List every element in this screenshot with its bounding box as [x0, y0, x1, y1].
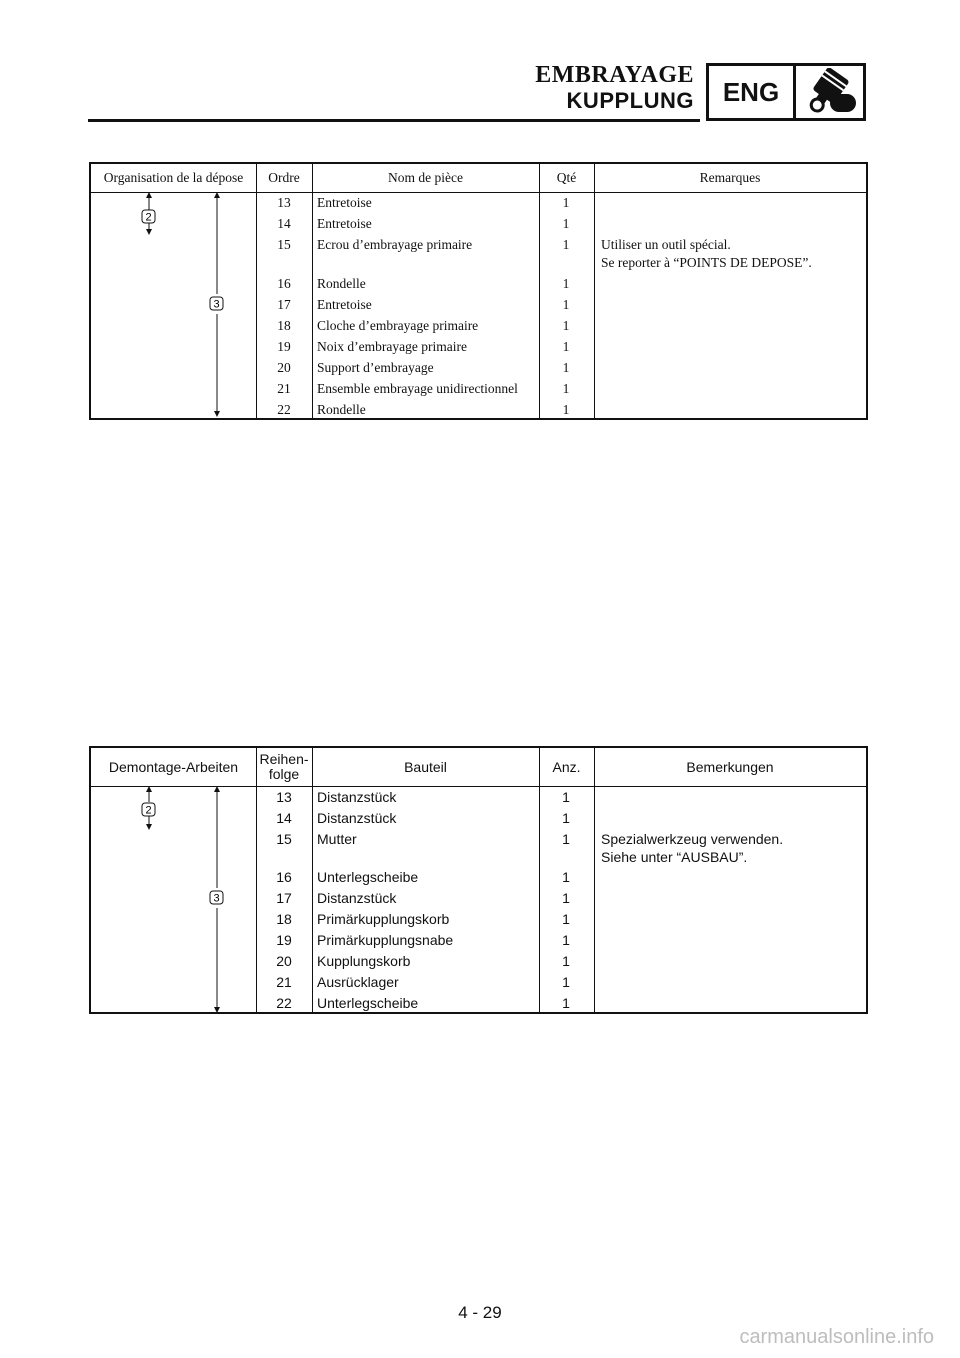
remark: Utiliser un outil spécial.	[601, 237, 731, 252]
group-label: 2	[145, 804, 152, 817]
col-header: Demontage-Arbeiten	[108, 758, 239, 775]
section-title-fr: EMBRAYAGE	[535, 62, 694, 88]
col-header: Bemerkungen	[686, 758, 774, 775]
group-label: 3	[213, 298, 220, 311]
col-header: Reihen- folge	[259, 751, 309, 782]
col-header: Ordre	[268, 169, 300, 185]
table-row: 13 Entretoise 1	[277, 195, 570, 210]
table-row: 21 Ausrücklager 1	[276, 974, 570, 990]
table-row: 17 Distanzstück 1	[276, 890, 570, 906]
group-label: 3	[213, 892, 220, 905]
table-row: 20 Support d’embrayage 1	[277, 360, 570, 375]
table-row: 21 Ensemble embrayage unidirectionnel 1	[277, 381, 570, 396]
col-header: Anz.	[552, 758, 581, 775]
remark: Siehe unter “AUSBAU”.	[601, 849, 748, 865]
table-row: 22 Unterlegscheibe 1	[276, 995, 570, 1011]
table-row: 20 Kupplungskorb 1	[276, 953, 570, 969]
table-row: 19 Noix d’embrayage primaire 1	[277, 339, 570, 354]
removal-table-de	[89, 746, 868, 1014]
table-row: 15 Ecrou d’embrayage primaire 1 Utiliser un outil spécial. Se reporter à “POINTS DE DEPOSE”.	[91, 234, 866, 272]
table-row: 18 Cloche d’embrayage primaire 1	[277, 318, 570, 333]
table-row: 14 Entretoise 1	[277, 216, 570, 231]
section-title-de: KUPPLUNG	[566, 88, 694, 113]
group-label: 2	[145, 211, 152, 224]
table-row: 16 Unterlegscheibe 1	[276, 869, 570, 885]
table-row: 14 Distanzstück 1	[276, 810, 570, 826]
page-number: 4 - 29	[458, 1303, 502, 1322]
col-header: Remarques	[699, 169, 761, 185]
table-row: 17 Entretoise 1	[277, 297, 570, 312]
table-row: 13 Distanzstück 1	[276, 789, 570, 805]
col-header: Organisation de la dépose	[103, 169, 244, 185]
table-row: 18 Primärkupplungskorb 1	[276, 911, 570, 927]
section-tag: ENG	[709, 66, 796, 118]
watermark: carmanualsonline.info	[739, 1326, 934, 1348]
table-row: 16 Rondelle 1	[277, 276, 570, 291]
table-row: 19 Primärkupplungsnabe 1	[276, 932, 570, 948]
table-row: 22 Rondelle 1	[277, 402, 570, 417]
col-header: Qté	[556, 169, 577, 185]
section-tag-box	[706, 63, 866, 121]
table-row: 15 Mutter 1 Spezialwerkzeug verwenden. Siehe unter “AUSBAU”.	[91, 829, 866, 867]
col-header: Bauteil	[404, 758, 447, 775]
engine-piston-icon	[796, 66, 863, 118]
col-header: Nom de pièce	[388, 169, 463, 185]
remark: Spezialwerkzeug verwenden.	[601, 831, 784, 847]
removal-table-fr	[89, 162, 868, 420]
header-rule	[88, 119, 700, 122]
remark: Se reporter à “POINTS DE DEPOSE”.	[601, 255, 812, 270]
